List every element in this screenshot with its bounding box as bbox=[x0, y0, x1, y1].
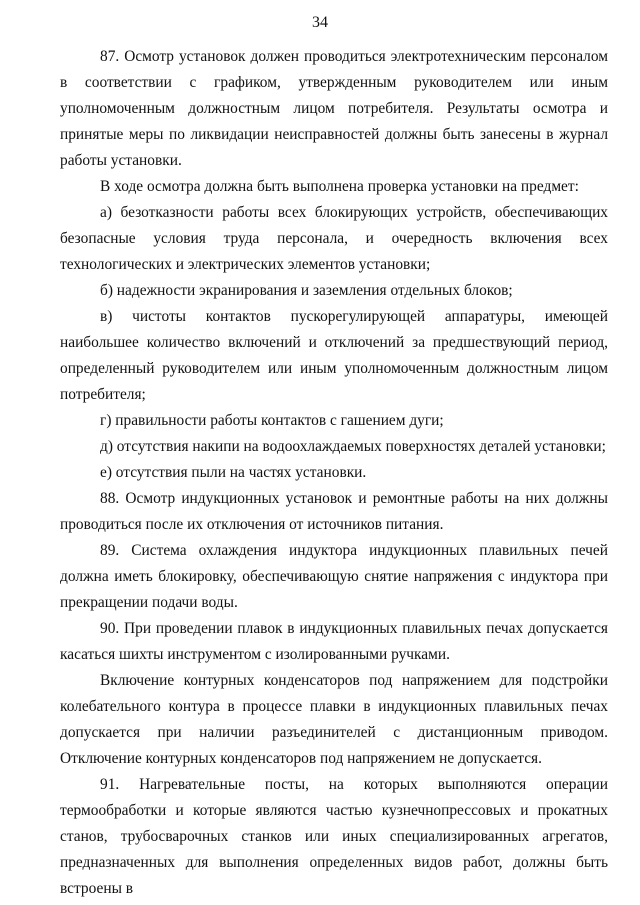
list-item-e: е) отсутствия пыли на частях установки. bbox=[100, 464, 367, 481]
paragraph-90: 90. При проведении плавок в индукционных плавильных печах допускается касаться шихты инструментом с изолированными ручками. bbox=[60, 620, 608, 663]
list-item-a: а) безотказности работы всех блокирующих устройств, обеспечивающих безопасные условия труда персонала, и очередность включения всех технологических и электрических элементов установки; bbox=[60, 204, 608, 273]
paragraph-capacitors: Включение контурных конденсаторов под напряжением для подстройки колебательного контура в процессе плавки в индукционных плавильных печах допускается при наличии разъединителей с дистанционным приводом. Отключение контурных конденсаторов под напряжением не допускается. bbox=[60, 672, 608, 767]
paragraph-89: 89. Система охлаждения индуктора индукционных плавильных печей должна иметь блокировку, обеспечивающую снятие напряжения с индуктора при прекращении подачи воды. bbox=[60, 542, 608, 611]
paragraph-87: 87. Осмотр установок должен проводиться электротехническим персоналом в соответствии с графиком, утвержденным руководителем или иным уполномоченным должностным лицом потребителя. Результаты осмотра и принятые меры по ликвидации неисправностей должны быть занесены в журнал работы установки. bbox=[60, 48, 608, 169]
list-item-v: в) чистоты контактов пускорегулирующей аппаратуры, имеющей наибольшее количество включений и отключений за предшествующий период, определенный руководителем или иным уполномоченным должностным лицом потребителя; bbox=[60, 308, 608, 403]
list-item-d: д) отсутствия накипи на водоохлаждаемых поверхностях деталей установки; bbox=[100, 438, 606, 455]
list-item-g: г) правильности работы контактов с гашением дуги; bbox=[100, 412, 444, 429]
paragraph-88: 88. Осмотр индукционных установок и ремонтные работы на них должны проводиться после их отключения от источников питания. bbox=[60, 490, 608, 533]
document-body bbox=[60, 44, 608, 902]
page-number: 34 bbox=[312, 14, 328, 31]
list-item-b: б) надежности экранирования и заземления отдельных блоков; bbox=[100, 282, 513, 299]
paragraph-91: 91. Нагревательные посты, на которых выполняются операции термообработки и которые являются частью кузнечнопрессовых и прокатных станов, трубосварочных станков или иных специализированных агрегатов, предназначенных для выполнения определенных видов работ, должны быть встроены в bbox=[60, 776, 608, 897]
paragraph-inspection-intro: В ходе осмотра должна быть выполнена проверка установки на предмет: bbox=[100, 178, 579, 195]
